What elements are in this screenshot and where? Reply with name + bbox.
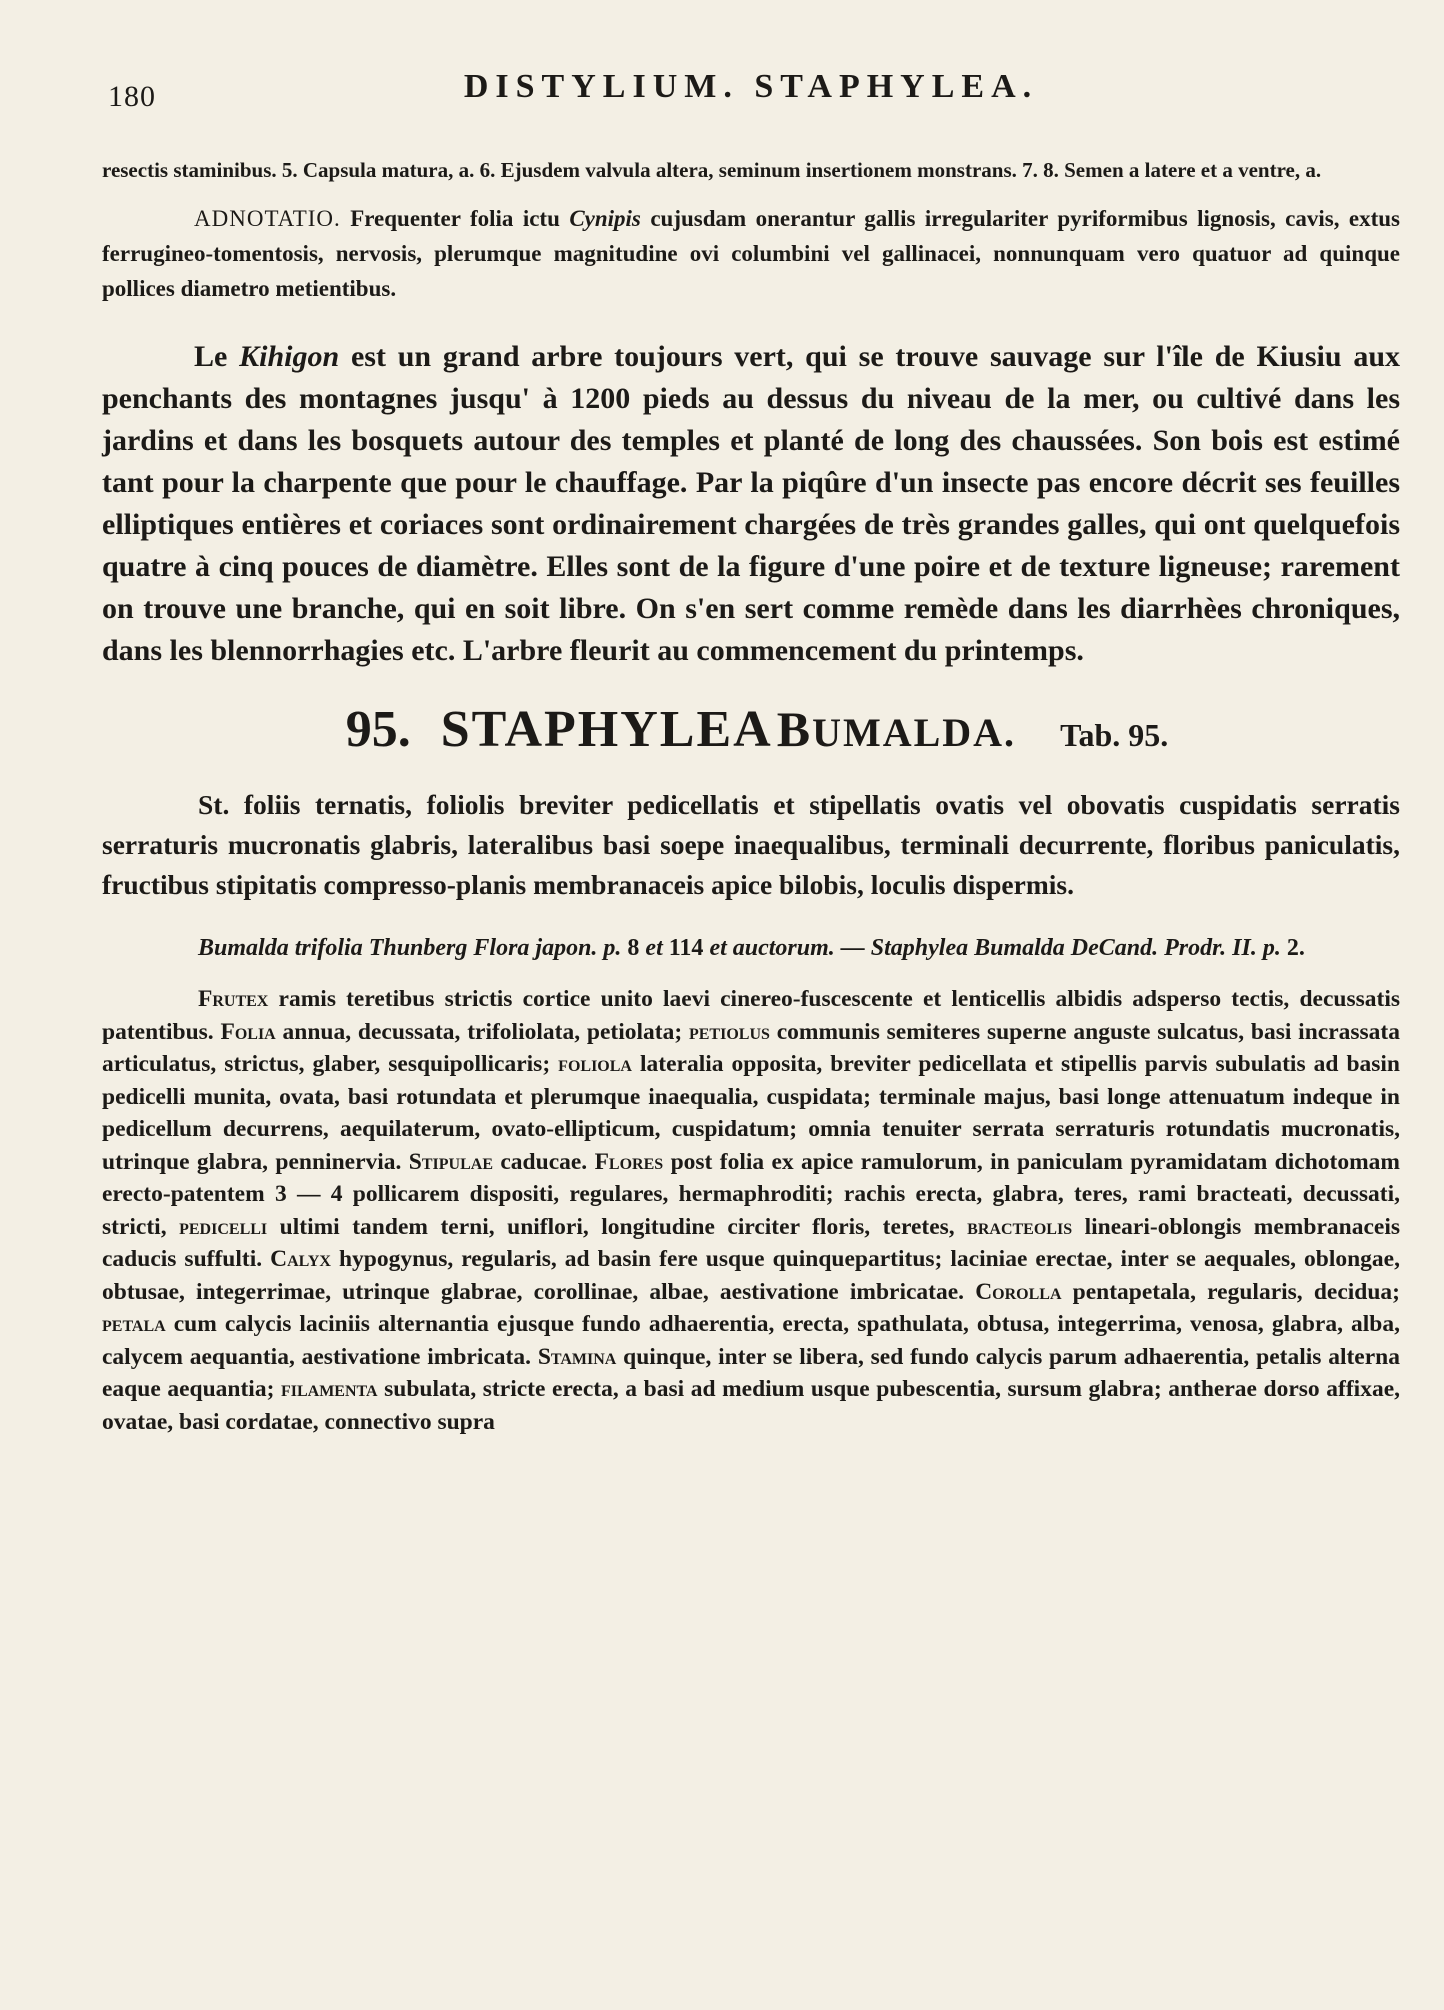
description-text: quinque, inter se libera, sed fundo calycis parum adhaerentia, petalis alterna eaque aequantia; bbox=[102, 1343, 1400, 1402]
organ-term: Calyx bbox=[270, 1246, 331, 1272]
species-epithet bbox=[776, 701, 1017, 757]
description-text: lateralia opposita, breviter pedicellata et stipellis parvis subulatis ad basin pedicelli munita, ovata, basi rotundata et plerumque inaequalia, cuspidata; terminale majus, basi longe attenuatum indeque in pedicellum decurrens, aequilaterum, ovato-ellipticum, cuspidatum; omnia tenuiter serrata serraturis rotundatis mucronatis, utrinque glabra, penninervia. bbox=[102, 1051, 1401, 1175]
organ-term: filamenta bbox=[280, 1376, 378, 1402]
organ-term: bracteolis bbox=[967, 1213, 1073, 1240]
french-description bbox=[102, 336, 1400, 672]
synonymy-part-5: et auctorum. — Staphylea Bumalda DeCand. Prodr. II. p. bbox=[709, 935, 1281, 961]
description-text: cum calycis laciniis alternantia ejusque fundo adhaerentia, erecta, spathulata, obtusa, integerrima, venosa, glabra, alba, calycem aequantia, aestivatione imbricata. bbox=[102, 1311, 1400, 1370]
species-heading bbox=[108, 700, 1406, 759]
adnotatio-paragraph bbox=[102, 201, 1400, 306]
species-genus: STAPHYLEA bbox=[440, 701, 773, 758]
synonymy-part-2: 8 bbox=[627, 935, 640, 961]
synonymy-paragraph bbox=[102, 931, 1400, 965]
running-title: DISTYLIUM. STAPHYLEA. bbox=[463, 68, 1039, 105]
species-epithet-initial: B bbox=[776, 701, 813, 757]
species-diagnosis: St. foliis ternatis, foliolis breviter pedicellatis et stipellatis ovatis vel obovatis cuspidatis serratis serraturis mucronatis glabris, lateralibus basi soepe inaequalibus, terminali decurrente, floribus paniculatis, fructibus stipitatis compresso-planis membranaceis apice bilobis, loculis dispermis. bbox=[102, 789, 1400, 900]
description-text: post folia ex apice ramulorum, in paniculam pyramidatam dichotomam erecto-patentem 3 — 4 pollicarem dispositi, regulares, hermaphroditi; rachis erecta, glabra, teres, rami bracteati, decussati, stricti, bbox=[102, 1148, 1400, 1240]
plate-reference: Tab. 95. bbox=[1060, 717, 1169, 753]
synonymy-part-3: et bbox=[645, 935, 663, 961]
organ-term: Stamina bbox=[537, 1343, 617, 1370]
organ-term: petala bbox=[102, 1311, 166, 1337]
french-italic-term: Kihigon bbox=[239, 340, 340, 373]
synonymy-part-6: 2. bbox=[1286, 935, 1305, 961]
french-text-after: est un grand arbre toujours vert, qui se trouve sauvage sur l'île de Kiusiu aux penchants des montagnes jusqu' à 1200 pieds au dessus du niveau de la mer, ou cultivé dans les jardins et dans les bosquets autour des temples et planté de long des chaussées. Son bois est estimé tant pour la charpente que pour le chauffage. Par la piqûre d'un insecte pas encore décrit ses feuilles elliptiques entières et coriaces sont ordinairement chargées de très grandes galles, qui ont quelquefois quatre à cinq pouces de diamètre. Elles sont de la figure d'une poire et de texture ligneuse; rarement on trouve une branche, qui en soit libre. On s'en sert comme remède dans les diarrhèes chroniques, dans les blennorrhagies etc. L'arbre fleurit au commencement du printemps. bbox=[102, 340, 1401, 667]
organ-term: Flores bbox=[594, 1148, 664, 1175]
figure-explanation-continuation: resectis staminibus. 5. Capsula matura, a. 6. Ejusdem valvula altera, seminum insertionem monstrans. 7. 8. Semen a latere et a ventre, a. bbox=[102, 158, 1322, 182]
description-text: ramis teretibus strictis cortice unito laevi cinereo-fuscescente et lenticellis albidis adsperso tectis, decussatis patentibus. bbox=[102, 986, 1400, 1045]
organ-term: foliola bbox=[558, 1051, 632, 1077]
french-text-before: Le bbox=[194, 340, 228, 373]
species-epithet-rest: UMALDA. bbox=[812, 710, 1017, 755]
description-text: annua, decussata, trifoliolata, petiolata; bbox=[275, 1018, 689, 1045]
description-text: caducae. bbox=[493, 1148, 595, 1175]
adnotatio-text-before: Frequenter folia ictu bbox=[350, 206, 560, 231]
organ-term: Frutex bbox=[198, 986, 269, 1012]
running-head bbox=[102, 62, 1400, 122]
description-text: lineari-oblongis membranaceis caducis suffulti. bbox=[102, 1213, 1400, 1272]
adnotatio-text-after: cujusdam onerantur gallis irregulariter pyriformibus lignosis, cavis, extus ferrugineo-tomentosis, nervosis, plerumque magnitudine ovi columbini vel gallinacei, nonnunquam vero quatuor ad quinque pollices diametro metientibus. bbox=[102, 206, 1400, 301]
organ-term: petiolus bbox=[688, 1018, 770, 1045]
synonymy-part-1: Bumalda trifolia Thunberg Flora japon. p. bbox=[198, 935, 622, 961]
organ-term: Corolla bbox=[975, 1278, 1062, 1305]
description-text: subulata, stricte erecta, a basi ad medium usque pubescentia, sursum glabra; antherae dorso affixae, ovatae, basi cordatae, connectivo supra bbox=[102, 1376, 1400, 1435]
description-text: pentapetala, regularis, decidua; bbox=[1061, 1278, 1400, 1305]
synonymy-part-4: 114 bbox=[668, 935, 704, 961]
organ-term: Folia bbox=[220, 1018, 276, 1045]
description-text: hypogynus, regularis, ad basin fere usque quinquepartitus; laciniae erectae, inter se aequales, oblongae, obtusae, integerrimae, utrinque glabrae, corollinae, albae, aestivatione imbricatae. bbox=[102, 1246, 1400, 1305]
page-number: 180 bbox=[108, 80, 156, 113]
organ-term: pedicelli bbox=[179, 1213, 268, 1240]
adnotatio-label: ADNOTATIO. bbox=[194, 206, 341, 231]
description-text: ultimi tandem terni, uniflori, longitudine circiter floris, teretes, bbox=[267, 1213, 968, 1240]
morphological-description bbox=[102, 983, 1400, 1438]
species-number: 95. bbox=[345, 701, 411, 758]
organ-term: Stipulae bbox=[408, 1148, 493, 1175]
description-text: communis semiteres superne anguste sulcatus, basi incrassata articulatus, strictus, glaber, sesquipollicaris; bbox=[102, 1018, 1400, 1077]
adnotatio-italic-term: Cynipis bbox=[569, 206, 641, 231]
